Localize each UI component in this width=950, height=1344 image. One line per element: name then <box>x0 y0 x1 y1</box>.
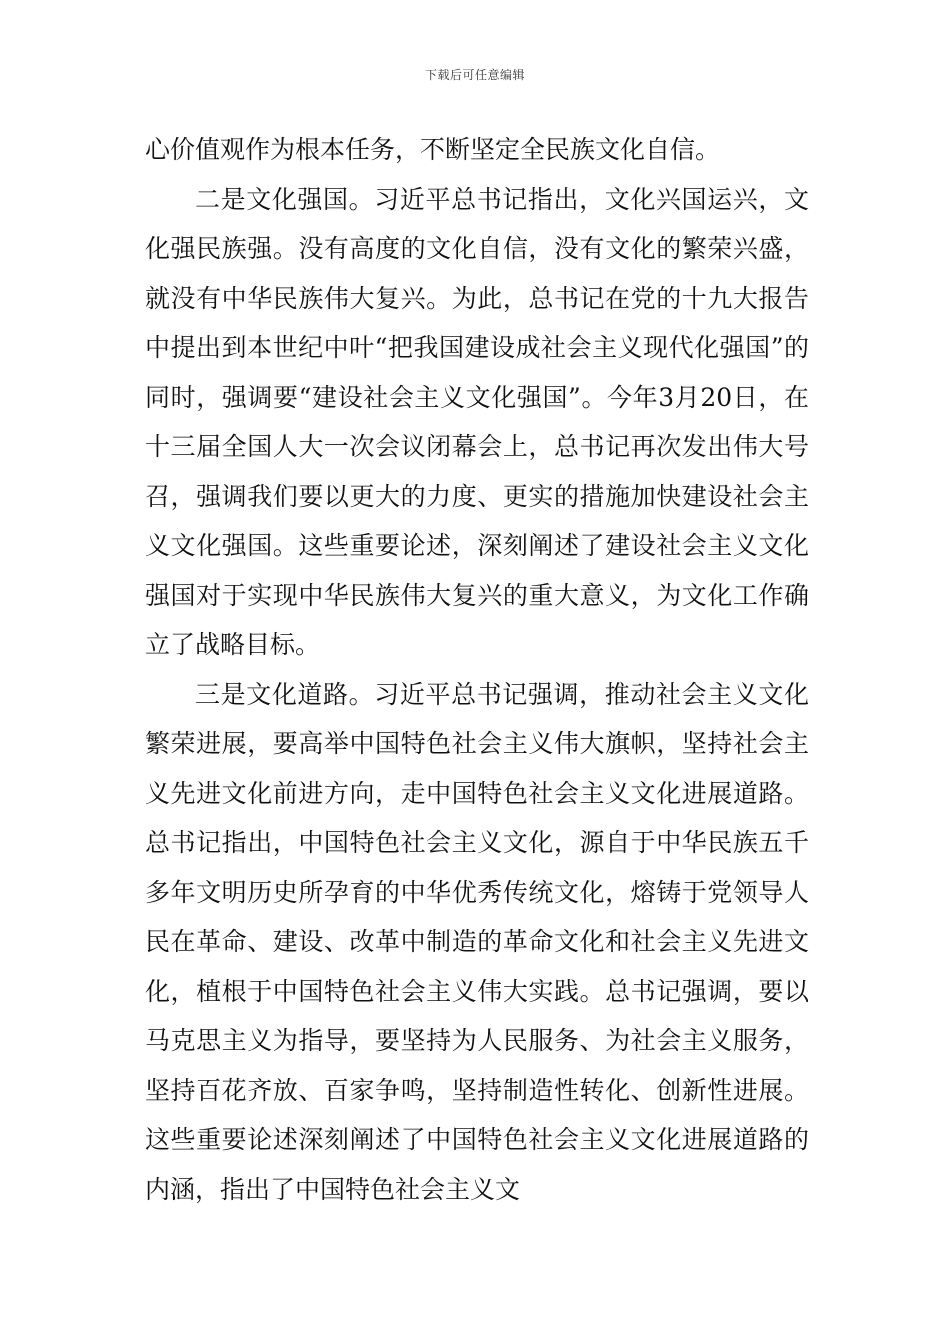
paragraph-cultural-power: 二是文化强国。习近平总书记指出，文化兴国运兴，文化强民族强。没有高度的文化自信，没有文化的繁荣兴盛，就没有中华民族伟大复兴。为此，总书记在党的十九大报告中提出到本世纪中叶“把我国建设成社会主义现代化强国”的同时，强调要“建设社会主义文化强国”。今年3月20日，在十三届全国人大一次会议闭幕会上，总书记再次发出伟大号召，强调我们要以更大的力度、更实的措施加快建设社会主义文化强国。这些重要论述，深刻阐述了建设社会主义文化强国对于实现中华民族伟大复兴的重大意义，为文化工作确立了战略目标。 <box>145 184 809 659</box>
header-note: 下载后可任意编辑 <box>424 68 525 82</box>
paragraph-continued: 心价值观作为根本任务，不断坚定全民族文化自信。 <box>145 135 721 164</box>
document-body <box>145 125 809 1214</box>
paragraph-cultural-path: 三是文化道路。习近平总书记强调，推动社会主义文化繁荣进展，要高举中国特色社会主义伟大旗帜，坚持社会主义先进文化前进方向，走中国特色社会主义文化进展道路。总书记指出，中国特色社会主义文化，源自于中华民族五千多年文明历史所孕育的中华优秀传统文化，熔铸于党领导人民在革命、建设、改革中制造的革命文化和社会主义先进文化，植根于中国特色社会主义伟大实践。总书记强调，要以马克思主义为指导，要坚持为人民服务、为社会主义服务，坚持百花齐放、百家争鸣，坚持制造性转化、创新性进展。这些重要论述深刻阐述了中国特色社会主义文化进展道路的内涵，指出了中国特色社会主义文 <box>145 679 809 1204</box>
